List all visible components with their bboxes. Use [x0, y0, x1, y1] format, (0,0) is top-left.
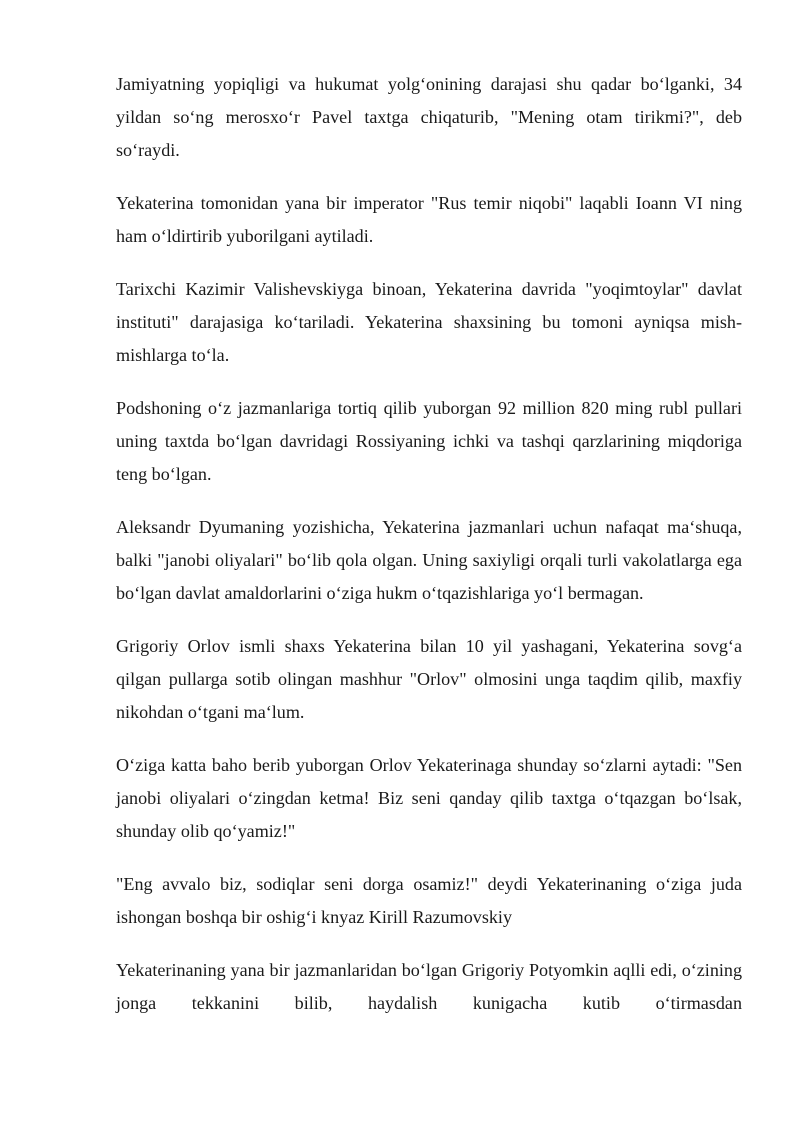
paragraph-orlov: Grigoriy Orlov ismli shaxs Yekaterina bilan 10 yil yashagani, Yekaterina sovg‘a qilgan pullarga sotib olingan mashhur "Orlov" olmosini unga taqdim qilib, maxfiy nikohdan o‘tgani ma‘lum.: [116, 636, 742, 722]
paragraph-valishevskiy: Tarixchi Kazimir Valishevskiyga binoan, Yekaterina davrida "yoqimtoylar" davlat instituti" darajasiga ko‘tariladi. Yekaterina shaxsining bu tomoni ayniqsa mish-mishlarga to‘la.: [116, 279, 742, 365]
paragraph-orlov-quote: O‘ziga katta baho berib yuborgan Orlov Yekaterinaga shunday so‘zlarni aytadi: "Sen janobi oliyalari o‘zingdan ketma! Biz seni qanday qilib taxtga o‘tqazgan bo‘lsak, shunday olib qo‘yamiz!": [116, 755, 742, 841]
paragraph-ioann-vi: Yekaterina tomonidan yana bir imperator "Rus temir niqobi" laqabli Ioann VI ning ham o‘ldirtirib yuborilgani aytiladi.: [116, 193, 742, 246]
paragraph-dyuma: Aleksandr Dyumaning yozishicha, Yekaterina jazmanlari uchun nafaqat ma‘shuqa, balki "janobi oliyalari" bo‘lib qola olgan. Uning saxiyligi orqali turli vakolatlarga ega bo‘lgan davlat amaldorlarini o‘ziga hukm o‘tqazishlariga yo‘l bermagan.: [116, 517, 742, 603]
paragraph-razumovskiy: "Eng avvalo biz, sodiqlar seni dorga osamiz!" deydi Yekaterinaning o‘ziga juda ishongan boshqa bir oshig‘i knyaz Kirill Razumovskiy: [116, 874, 742, 927]
paragraph-pavel: Jamiyatning yopiqligi va hukumat yolg‘onining darajasi shu qadar bo‘lganki, 34 yildan so‘ng merosxo‘r Pavel taxtga chiqaturib, "Mening otam tirikmi?", deb so‘raydi.: [116, 74, 742, 160]
paragraph-potyomkin: Yekaterinaning yana bir jazmanlaridan bo‘lgan Grigoriy Potyomkin aqlli edi, o‘zining jonga tekkanini bilib, haydalish kunigacha kutib o‘tirmasdan: [116, 960, 742, 1013]
paragraph-rubl: Podshoning o‘z jazmanlariga tortiq qilib yuborgan 92 million 820 ming rubl pullari uning taxtda bo‘lgan davridagi Rossiyaning ichki va tashqi qarzlarining miqdoriga teng bo‘lgan.: [116, 398, 742, 484]
document-page: [116, 68, 742, 1020]
